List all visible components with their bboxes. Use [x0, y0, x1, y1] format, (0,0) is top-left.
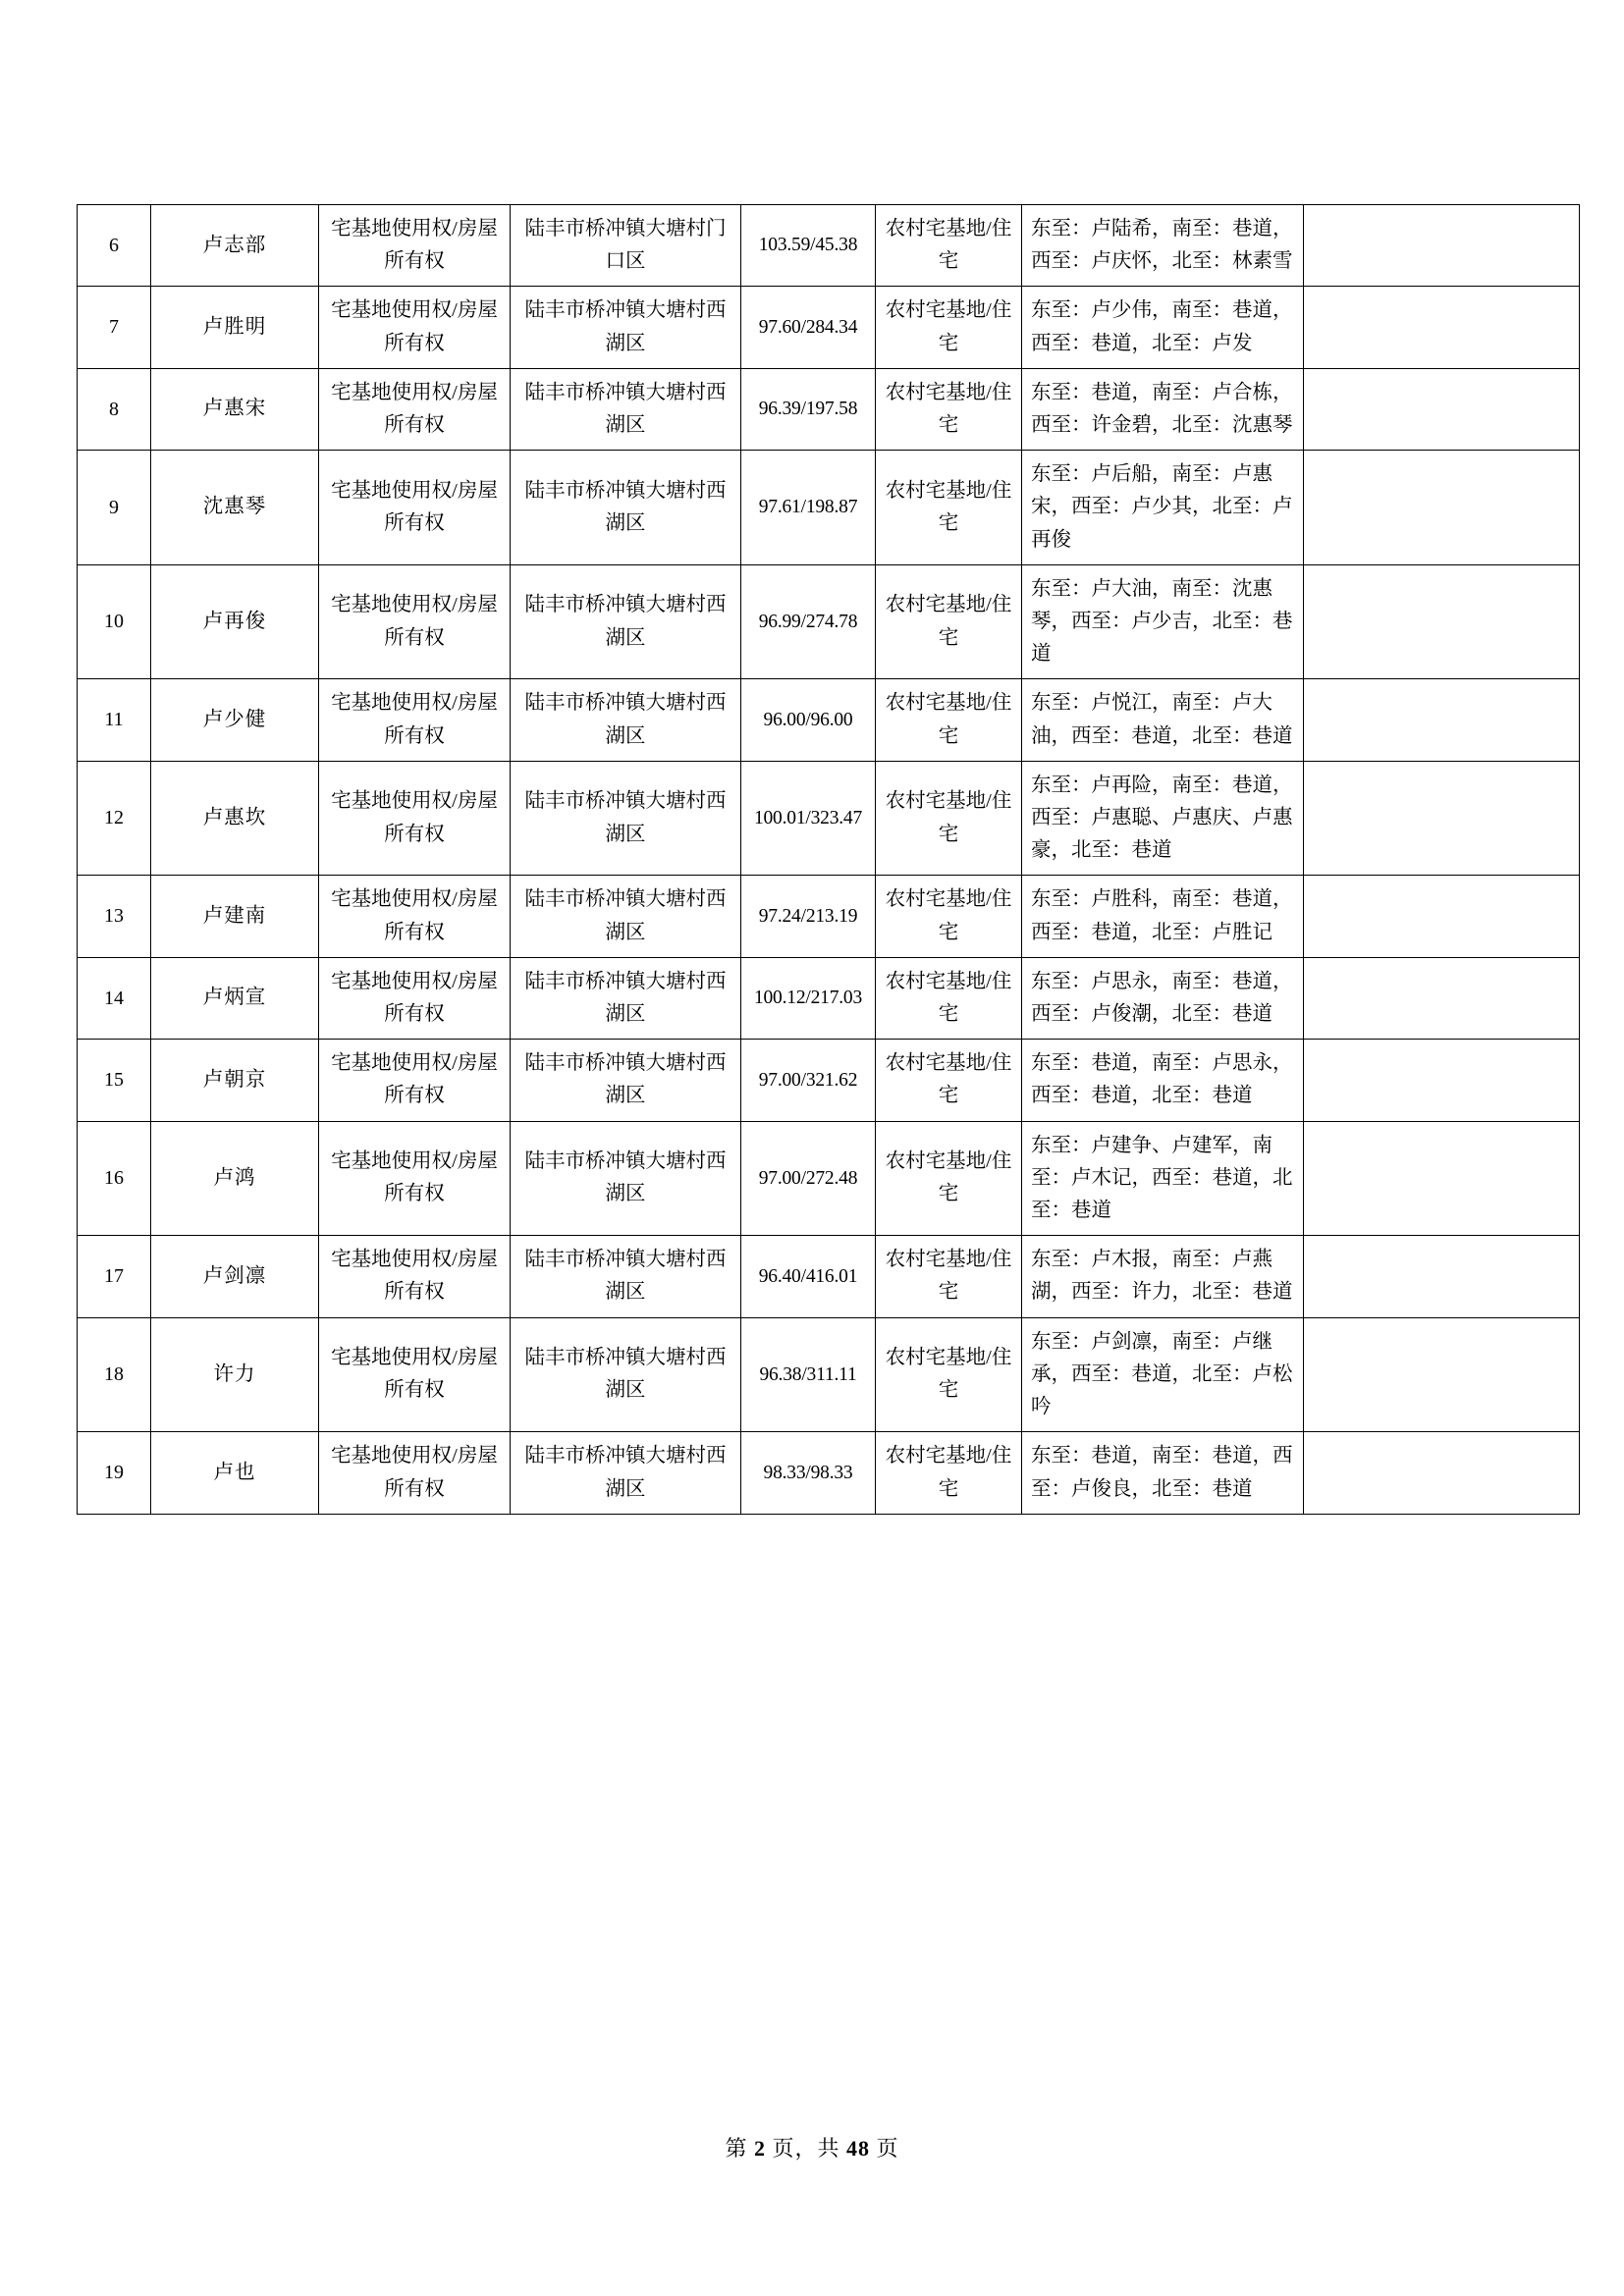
cell-use: 农村宅基地/住宅	[876, 679, 1022, 761]
cell-note	[1304, 1432, 1580, 1514]
cell-use: 农村宅基地/住宅	[876, 957, 1022, 1039]
cell-note	[1304, 761, 1580, 876]
cell-owner: 卢剑凛	[151, 1236, 319, 1317]
cell-right-type: 宅基地使用权/房屋所有权	[319, 451, 511, 565]
cell-note	[1304, 368, 1580, 450]
cell-right-type: 宅基地使用权/房屋所有权	[319, 1121, 511, 1236]
cell-boundary: 东至：卢少伟，南至：巷道，西至：巷道，北至：卢发	[1022, 287, 1304, 368]
cell-owner: 许力	[151, 1317, 319, 1432]
cell-location: 陆丰市桥冲镇大塘村西湖区	[511, 287, 741, 368]
property-registry-table	[77, 204, 1580, 1515]
cell-owner: 卢朝京	[151, 1040, 319, 1121]
table-row	[78, 876, 1580, 957]
cell-location: 陆丰市桥冲镇大塘村西湖区	[511, 1317, 741, 1432]
table-row	[78, 564, 1580, 679]
cell-area: 100.12/217.03	[741, 957, 876, 1039]
table-row	[78, 1040, 1580, 1121]
cell-note	[1304, 451, 1580, 565]
cell-index: 15	[78, 1040, 151, 1121]
cell-right-type: 宅基地使用权/房屋所有权	[319, 205, 511, 287]
cell-use: 农村宅基地/住宅	[876, 1317, 1022, 1432]
cell-use: 农村宅基地/住宅	[876, 876, 1022, 957]
cell-owner: 卢胜明	[151, 287, 319, 368]
cell-boundary: 东至：卢再险，南至：巷道，西至：卢惠聪、卢惠庆、卢惠豪，北至：巷道	[1022, 761, 1304, 876]
cell-use: 农村宅基地/住宅	[876, 564, 1022, 679]
cell-owner: 卢建南	[151, 876, 319, 957]
cell-index: 13	[78, 876, 151, 957]
cell-owner: 卢惠坎	[151, 761, 319, 876]
cell-area: 97.61/198.87	[741, 451, 876, 565]
cell-location: 陆丰市桥冲镇大塘村西湖区	[511, 1040, 741, 1121]
table-row	[78, 1121, 1580, 1236]
cell-right-type: 宅基地使用权/房屋所有权	[319, 761, 511, 876]
cell-area: 96.40/416.01	[741, 1236, 876, 1317]
footer-current-page: 2	[753, 2136, 766, 2161]
cell-location: 陆丰市桥冲镇大塘村西湖区	[511, 761, 741, 876]
table-row	[78, 287, 1580, 368]
cell-use: 农村宅基地/住宅	[876, 1432, 1022, 1514]
cell-area: 97.00/321.62	[741, 1040, 876, 1121]
footer-suffix: 页	[876, 2136, 899, 2161]
cell-right-type: 宅基地使用权/房屋所有权	[319, 876, 511, 957]
cell-use: 农村宅基地/住宅	[876, 1236, 1022, 1317]
cell-location: 陆丰市桥冲镇大塘村西湖区	[511, 679, 741, 761]
cell-area: 97.00/272.48	[741, 1121, 876, 1236]
cell-owner: 卢也	[151, 1432, 319, 1514]
cell-index: 16	[78, 1121, 151, 1236]
cell-note	[1304, 1121, 1580, 1236]
cell-use: 农村宅基地/住宅	[876, 368, 1022, 450]
cell-owner: 沈惠琴	[151, 451, 319, 565]
cell-boundary: 东至：卢建争、卢建军，南至：卢木记，西至：巷道，北至：巷道	[1022, 1121, 1304, 1236]
cell-index: 12	[78, 761, 151, 876]
cell-index: 8	[78, 368, 151, 450]
cell-owner: 卢志部	[151, 205, 319, 287]
cell-right-type: 宅基地使用权/房屋所有权	[319, 1236, 511, 1317]
page-footer	[0, 2132, 1624, 2163]
cell-index: 11	[78, 679, 151, 761]
cell-area: 96.00/96.00	[741, 679, 876, 761]
cell-boundary: 东至：巷道，南至：卢思永，西至：巷道，北至：巷道	[1022, 1040, 1304, 1121]
table-row	[78, 1317, 1580, 1432]
cell-boundary: 东至：卢陆希，南至：巷道，西至：卢庆怀，北至：林素雪	[1022, 205, 1304, 287]
table-row	[78, 679, 1580, 761]
cell-location: 陆丰市桥冲镇大塘村西湖区	[511, 1432, 741, 1514]
cell-boundary: 东至：卢悦江，南至：卢大油，西至：巷道，北至：巷道	[1022, 679, 1304, 761]
cell-use: 农村宅基地/住宅	[876, 1121, 1022, 1236]
cell-boundary: 东至：卢后船，南至：卢惠宋，西至：卢少其，北至：卢再俊	[1022, 451, 1304, 565]
table-row	[78, 1236, 1580, 1317]
cell-location: 陆丰市桥冲镇大塘村西湖区	[511, 957, 741, 1039]
cell-note	[1304, 957, 1580, 1039]
cell-boundary: 东至：巷道，南至：巷道，西至：卢俊良，北至：巷道	[1022, 1432, 1304, 1514]
cell-location: 陆丰市桥冲镇大塘村西湖区	[511, 368, 741, 450]
footer-prefix: 第	[725, 2136, 748, 2161]
cell-owner: 卢惠宋	[151, 368, 319, 450]
cell-index: 10	[78, 564, 151, 679]
cell-boundary: 东至：卢木报，南至：卢燕湖，西至：许力，北至：巷道	[1022, 1236, 1304, 1317]
cell-location: 陆丰市桥冲镇大塘村西湖区	[511, 876, 741, 957]
table-row	[78, 368, 1580, 450]
table-row	[78, 761, 1580, 876]
cell-note	[1304, 1040, 1580, 1121]
cell-right-type: 宅基地使用权/房屋所有权	[319, 368, 511, 450]
table-row	[78, 205, 1580, 287]
cell-index: 19	[78, 1432, 151, 1514]
cell-area: 96.39/197.58	[741, 368, 876, 450]
cell-right-type: 宅基地使用权/房屋所有权	[319, 1317, 511, 1432]
table-row	[78, 451, 1580, 565]
cell-owner: 卢再俊	[151, 564, 319, 679]
cell-use: 农村宅基地/住宅	[876, 451, 1022, 565]
cell-boundary: 东至：巷道，南至：卢合栋，西至：许金碧，北至：沈惠琴	[1022, 368, 1304, 450]
cell-boundary: 东至：卢胜科，南至：巷道，西至：巷道，北至：卢胜记	[1022, 876, 1304, 957]
cell-use: 农村宅基地/住宅	[876, 761, 1022, 876]
cell-boundary: 东至：卢大油，南至：沈惠琴，西至：卢少吉，北至：巷道	[1022, 564, 1304, 679]
cell-index: 7	[78, 287, 151, 368]
cell-area: 100.01/323.47	[741, 761, 876, 876]
cell-right-type: 宅基地使用权/房屋所有权	[319, 564, 511, 679]
cell-use: 农村宅基地/住宅	[876, 287, 1022, 368]
cell-boundary: 东至：卢剑凛，南至：卢继承，西至：巷道，北至：卢松吟	[1022, 1317, 1304, 1432]
cell-owner: 卢少健	[151, 679, 319, 761]
cell-use: 农村宅基地/住宅	[876, 205, 1022, 287]
cell-location: 陆丰市桥冲镇大塘村西湖区	[511, 1121, 741, 1236]
cell-right-type: 宅基地使用权/房屋所有权	[319, 1040, 511, 1121]
cell-area: 96.38/311.11	[741, 1317, 876, 1432]
cell-note	[1304, 679, 1580, 761]
cell-note	[1304, 1236, 1580, 1317]
cell-index: 6	[78, 205, 151, 287]
table-row	[78, 1432, 1580, 1514]
cell-note	[1304, 205, 1580, 287]
cell-right-type: 宅基地使用权/房屋所有权	[319, 1432, 511, 1514]
cell-note	[1304, 287, 1580, 368]
cell-location: 陆丰市桥冲镇大塘村西湖区	[511, 451, 741, 565]
cell-owner: 卢炳宣	[151, 957, 319, 1039]
cell-location: 陆丰市桥冲镇大塘村西湖区	[511, 564, 741, 679]
cell-index: 17	[78, 1236, 151, 1317]
cell-note	[1304, 564, 1580, 679]
table-row	[78, 957, 1580, 1039]
cell-area: 98.33/98.33	[741, 1432, 876, 1514]
cell-index: 14	[78, 957, 151, 1039]
footer-total-pages: 48	[846, 2136, 870, 2161]
cell-owner: 卢鸿	[151, 1121, 319, 1236]
cell-area: 97.60/284.34	[741, 287, 876, 368]
cell-right-type: 宅基地使用权/房屋所有权	[319, 957, 511, 1039]
cell-boundary: 东至：卢思永，南至：巷道，西至：卢俊潮，北至：巷道	[1022, 957, 1304, 1039]
cell-right-type: 宅基地使用权/房屋所有权	[319, 679, 511, 761]
cell-note	[1304, 1317, 1580, 1432]
table-body	[78, 205, 1580, 1515]
footer-middle: 页，共	[772, 2136, 840, 2161]
cell-use: 农村宅基地/住宅	[876, 1040, 1022, 1121]
cell-area: 97.24/213.19	[741, 876, 876, 957]
cell-area: 96.99/274.78	[741, 564, 876, 679]
cell-location: 陆丰市桥冲镇大塘村西湖区	[511, 1236, 741, 1317]
cell-note	[1304, 876, 1580, 957]
cell-right-type: 宅基地使用权/房屋所有权	[319, 287, 511, 368]
cell-index: 9	[78, 451, 151, 565]
cell-index: 18	[78, 1317, 151, 1432]
cell-area: 103.59/45.38	[741, 205, 876, 287]
cell-location: 陆丰市桥冲镇大塘村门口区	[511, 205, 741, 287]
